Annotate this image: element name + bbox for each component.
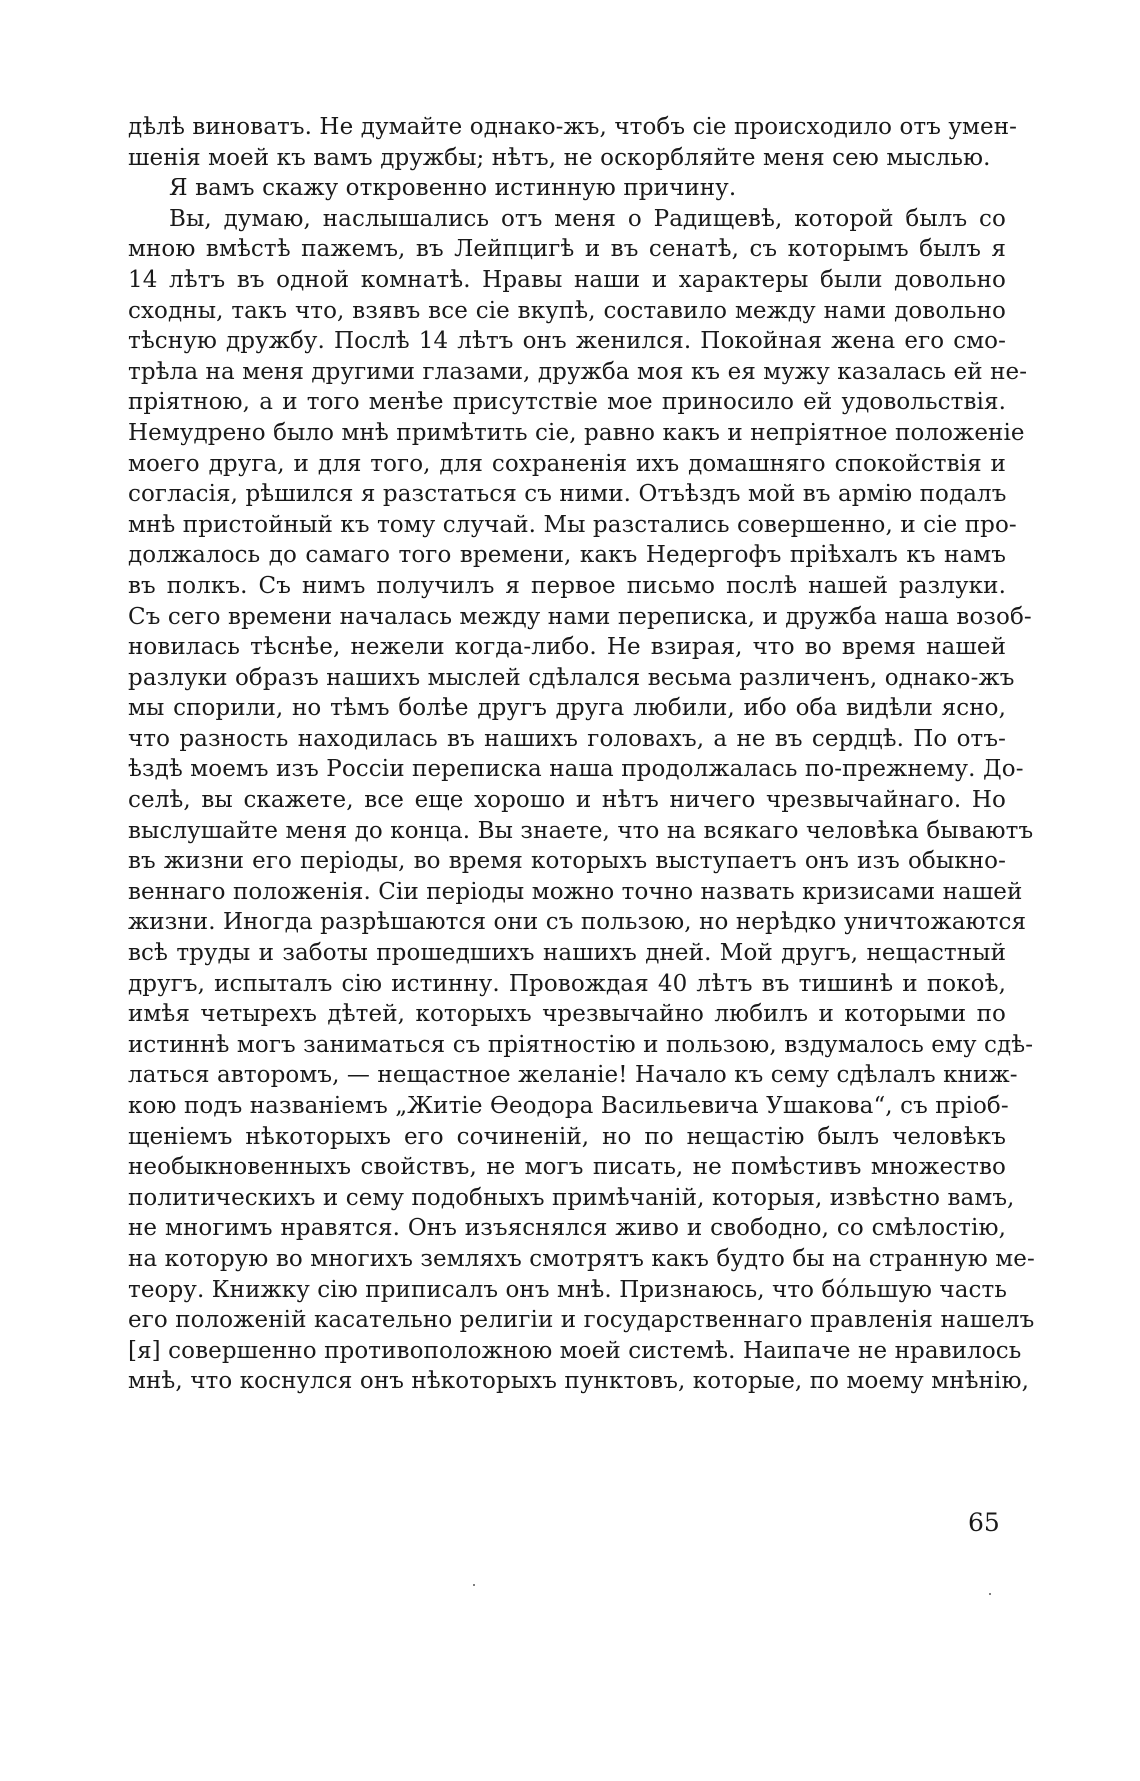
text-line: Вы, думаю, наслышались отъ меня о Радищевѣ, которой былъ со (169, 205, 1006, 232)
text-line: должалось до самаго того времени, какъ Недергофъ пріѣхалъ къ намъ (128, 542, 1006, 569)
body-text (128, 112, 1035, 1397)
text-line: всѣ труды и заботы прошедшихъ нашихъ дней. Мой другъ, нещастный (128, 940, 1006, 967)
text-line: истиннѣ могъ заниматься съ пріятностію и пользою, вздумалось ему сдѣ- (128, 1031, 1034, 1058)
text-line: разлуки образъ нашихъ мыслей сдѣлался весьма различенъ, однако-жъ (128, 664, 1015, 691)
text-line: кою подъ названіемъ „Житіе Ѳеодора Васильевича Ушакова“, съ пріоб- (128, 1093, 1009, 1119)
text-line: шенія моей къ вамъ дружбы; нѣтъ, не оскорбляйте меня сею мыслью. (128, 144, 991, 171)
text-line: согласія, рѣшился я разстаться съ ними. Отъѣздъ мой въ армію подалъ (128, 481, 1007, 508)
text-line: мнѣ пристойный къ тому случай. Мы разстались совершенно, и сіе про- (128, 511, 1017, 538)
text-line: тѣсную дружбу. Послѣ 14 лѣтъ онъ женился. Покойная жена его смо- (128, 328, 1006, 355)
text-line: сходны, такъ что, взявъ все сіе вкупѣ, составило между нами довольно (128, 297, 1006, 324)
text-line: имѣя четырехъ дѣтей, которыхъ чрезвычайно любилъ и которыми по (128, 1001, 1006, 1028)
text-line: мною вмѣстѣ пажемъ, въ Лейпцигѣ и въ сенатѣ, съ которымъ былъ я (128, 236, 1006, 263)
text-line: веннаго положенія. Сіи періоды можно точно назвать кризисами нашей (128, 878, 1023, 905)
text-line: латься авторомъ, — нещастное желаніе! Начало къ сему сдѣлалъ книж- (128, 1062, 1018, 1089)
text-line: жизни. Иногда разрѣшаются они съ пользою, но нерѣдко уничтожаются (128, 909, 1027, 936)
text-line: въ полкъ. Съ нимъ получилъ я первое письмо послѣ нашей разлуки. (128, 572, 1006, 599)
text-line: трѣла на меня другими глазами, дружба моя къ ея мужу казалась ей не- (128, 358, 1028, 385)
print-speck (473, 1584, 475, 1586)
text-line: необыкновенныхъ свойствъ, не могъ писать, не помѣстивъ множество (128, 1154, 1006, 1181)
text-line: мнѣ, что коснулся онъ нѣкоторыхъ пунктовъ, которые, по моему мнѣнію, (128, 1368, 1030, 1395)
text-line: пріятною, а и того менѣе присутствіе мое приносило ей удовольствія. (128, 389, 1006, 416)
text-line: [я] совершенно противоположною моей системѣ. Наипаче не нравилось (128, 1337, 1022, 1364)
text-line: ѣздѣ моемъ изъ Россіи переписка наша продолжалась по-прежнему. До- (128, 756, 1024, 783)
text-line: моего друга, и для того, для сохраненія ихъ домашняго спокойствія и (128, 450, 1006, 477)
text-line: Съ сего времени началась между нами переписка, и дружба наша возоб- (128, 603, 1032, 630)
text-line: другъ, испыталъ сію истинну. Провождая 40 лѣтъ въ тишинѣ и покоѣ, (128, 970, 1006, 997)
text-line: щеніемъ нѣкоторыхъ его сочиненій, но по нещастію былъ человѣкъ (128, 1123, 1006, 1150)
text-line: его положеній касательно религіи и государственнаго правленія нашелъ (128, 1307, 1035, 1334)
text-line: выслушайте меня до конца. Вы знаете, что на всякаго человѣка бываютъ (128, 817, 1034, 844)
page-number: 65 (968, 1508, 1000, 1537)
text-line: 14 лѣтъ въ одной комнатѣ. Нравы наши и характеры были довольно (128, 266, 1006, 293)
text-line: Я вамъ скажу откровенно истинную причину. (169, 175, 737, 202)
print-speck (989, 1593, 991, 1595)
text-line: дѣлѣ виноватъ. Не думайте однако-жъ, чтобъ сіе происходило отъ умен- (128, 114, 1017, 140)
text-line: мы спорили, но тѣмъ болѣе другъ друга любили, ибо оба видѣли ясно, (128, 695, 1006, 722)
text-line: новилась тѣснѣе, нежели когда-либо. Не взирая, что во время нашей (128, 634, 1006, 661)
text-line: теору. Книжку сію приписалъ онъ мнѣ. Признаюсь, что бо́льшую часть (128, 1276, 1007, 1303)
text-line: Немудрено было мнѣ примѣтить сіе, равно какъ и непріятное положеніе (128, 419, 1025, 446)
text-line: селѣ, вы скажете, все еще хорошо и нѣтъ ничего чрезвычайнаго. Но (128, 787, 1006, 814)
text-line: что разность находилась въ нашихъ головахъ, а не въ сердцѣ. По отъ- (128, 725, 1006, 752)
text-line: не многимъ нравятся. Онъ изъяснялся живо и свободно, со смѣлостію, (128, 1215, 1006, 1242)
text-line: на которую во многихъ земляхъ смотрятъ какъ будто бы на странную ме- (128, 1245, 1035, 1272)
text-line: политическихъ и сему подобныхъ примѣчаній, которыя, извѣстно вамъ, (128, 1184, 1015, 1211)
text-line: въ жизни его періоды, во время которыхъ выступаетъ онъ изъ обыкно- (128, 848, 1006, 875)
